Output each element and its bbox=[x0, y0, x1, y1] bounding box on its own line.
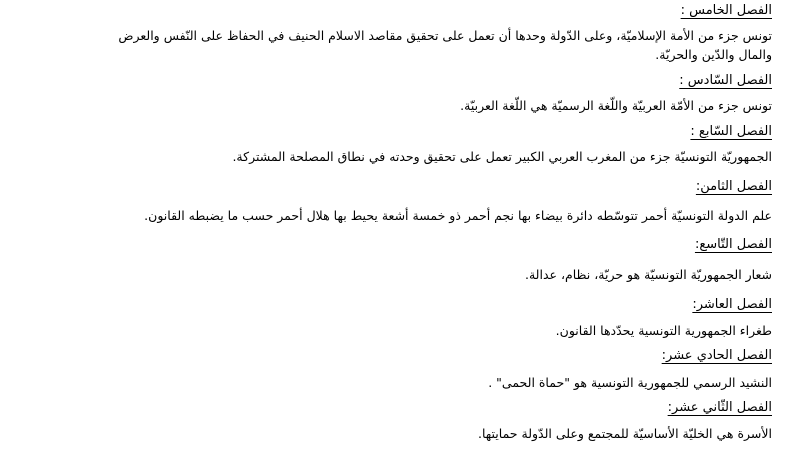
article-11-heading: الفصل الحادي عشر: bbox=[661, 348, 772, 363]
article-7-line-1: الجمهوريّة التونسيّة جزء من المغرب العربي الكبير تعمل على تحقيق وحدته في نطاق المصلحة المشتركة. bbox=[232, 149, 772, 164]
article-6-heading: الفصل السّادس : bbox=[679, 73, 772, 88]
article-5-line-2: والمال والدّين والحريّة. bbox=[655, 47, 772, 62]
article-12-heading: الفصل الثّاني عشر: bbox=[667, 400, 772, 415]
article-10-line-1: طغراء الجمهورية التونسية يحدّدها القانون. bbox=[555, 323, 772, 338]
article-7-heading: الفصل السّابع : bbox=[690, 124, 772, 139]
article-8-line-1: علم الدولة التونسيّة أحمر تتوسّطه دائرة بيضاء بها نجم أحمر ذو خمسة أشعة يحيط بها هلال أحمر حسب ما يضبطه القانون. bbox=[144, 208, 772, 223]
article-11-line-1: النشيد الرسمي للجمهورية التونسية هو "حماة الحمى" . bbox=[488, 375, 772, 390]
article-9-line-1: شعار الجمهوريّة التونسيّة هو حريّة، نظام، عدالة. bbox=[525, 267, 772, 282]
article-10-heading: الفصل العاشر: bbox=[692, 297, 772, 312]
article-12-line-1: الأسرة هي الخليّة الأساسيّة للمجتمع وعلى الدّولة حمايتها. bbox=[477, 426, 772, 441]
article-6-line-1: تونس جزء من الأمّة العربيّة واللّغة الرسميّة هي اللّغة العربيّة. bbox=[460, 98, 772, 113]
article-5-heading: الفصل الخامس : bbox=[680, 3, 772, 18]
article-8-heading: الفصل الثامن: bbox=[695, 179, 772, 194]
article-9-heading: الفصل التّاسع: bbox=[694, 237, 772, 252]
article-5-line-1: تونس جزء من الأمة الإسلاميّة، وعلى الدّولة وحدها أن تعمل على تحقيق مقاصد الاسلام الحنيف في الحفاظ على النّفس والعرض bbox=[118, 28, 772, 43]
